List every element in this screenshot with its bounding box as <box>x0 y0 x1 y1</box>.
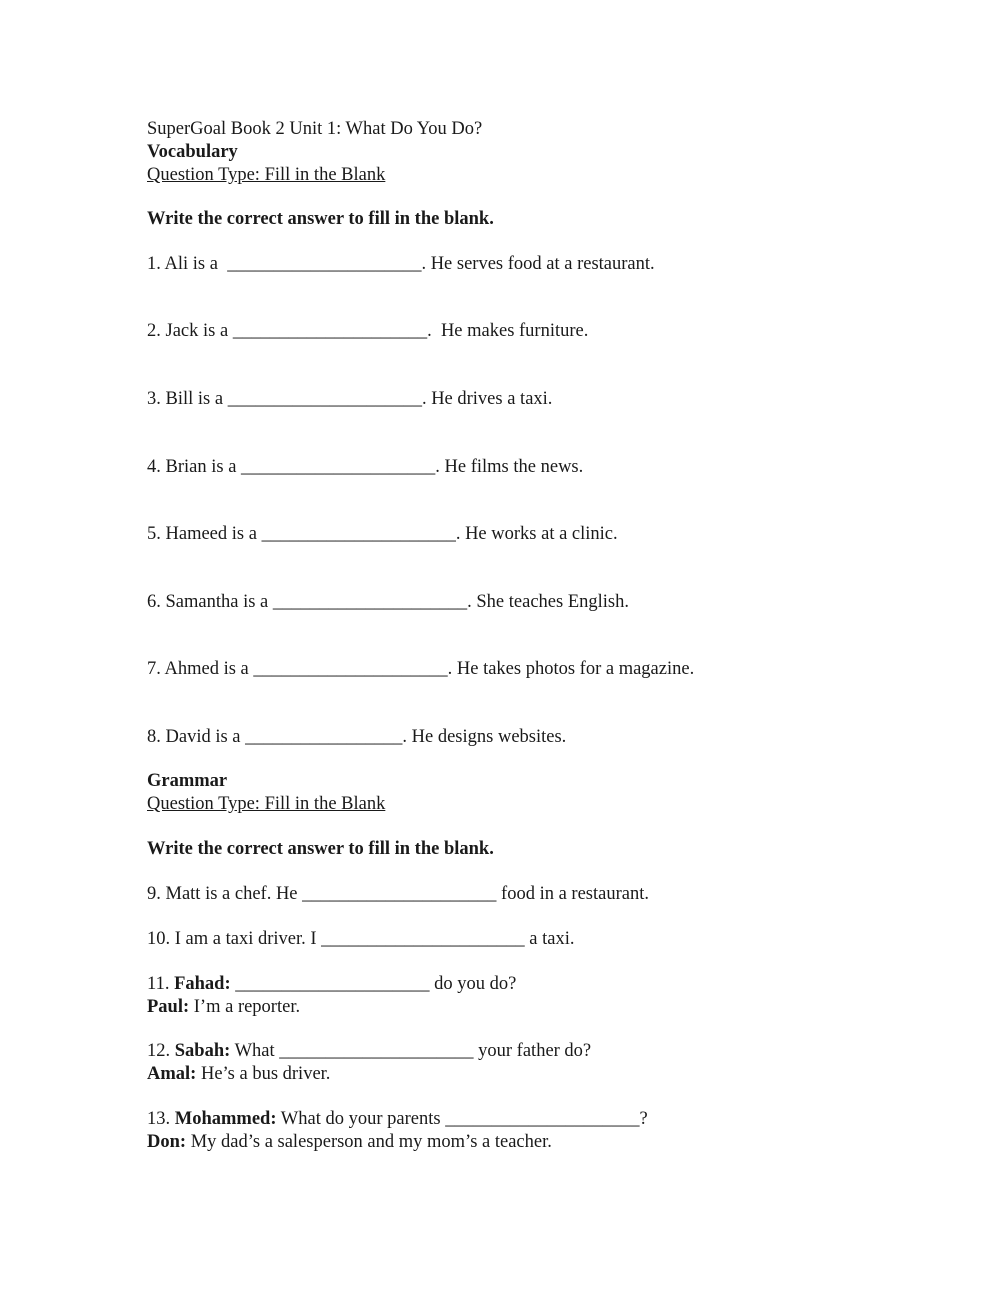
answer-blank[interactable]: _____________________ <box>445 1109 640 1129</box>
question-1: 1. Ali is a _____________________. He serves food at a restaurant. <box>147 254 655 274</box>
question-11: 11. Fahad: _____________________ do you do? <box>147 974 517 994</box>
question-3: 3. Bill is a _____________________. He drives a taxi. <box>147 389 553 409</box>
answer-blank[interactable]: _____________________ <box>241 457 436 477</box>
answer-blank[interactable]: _____________________ <box>261 524 456 544</box>
answer-blank[interactable]: _____________________ <box>302 884 497 904</box>
question-6: 6. Samantha is a _____________________. She teaches English. <box>147 592 629 612</box>
answer-blank[interactable]: _____________________ <box>227 254 422 274</box>
question-11-reply: Paul: I’m a reporter. <box>147 997 301 1017</box>
vocabulary-instruction: Write the correct answer to fill in the blank. <box>147 209 494 229</box>
question-12-reply: Amal: He’s a bus driver. <box>147 1064 331 1084</box>
grammar-instruction: Write the correct answer to fill in the blank. <box>147 839 494 859</box>
worksheet-title: SuperGoal Book 2 Unit 1: What Do You Do? <box>147 119 483 139</box>
question-13: 13. Mohammed: What do your parents _____________________? <box>147 1109 648 1129</box>
answer-blank[interactable]: ______________________ <box>321 929 525 949</box>
answer-blank[interactable]: _____________________ <box>253 659 448 679</box>
vocabulary-heading: Vocabulary <box>147 142 238 162</box>
grammar-heading: Grammar <box>147 771 228 791</box>
grammar-question-type: Question Type: Fill in the Blank <box>147 794 386 814</box>
answer-blank[interactable]: _____________________ <box>227 389 422 409</box>
answer-blank[interactable]: _____________________ <box>232 321 428 341</box>
answer-blank[interactable]: _____________________ <box>272 592 468 612</box>
answer-blank[interactable]: _________________ <box>245 727 403 747</box>
question-2: 2. Jack is a _____________________. He makes furniture. <box>147 321 589 341</box>
question-10: 10. I am a taxi driver. I ______________________ a taxi. <box>147 929 575 949</box>
question-4: 4. Brian is a _____________________. He films the news. <box>147 457 584 477</box>
question-9: 9. Matt is a chef. He _____________________ food in a restaurant. <box>147 884 649 904</box>
answer-blank[interactable]: _____________________ <box>235 974 430 994</box>
answer-blank[interactable]: _____________________ <box>279 1041 474 1061</box>
question-13-reply: Don: My dad’s a salesperson and my mom’s a teacher. <box>147 1132 552 1152</box>
question-8: 8. David is a _________________. He designs websites. <box>147 727 567 747</box>
question-12: 12. Sabah: What _____________________ your father do? <box>147 1041 592 1061</box>
question-5: 5. Hameed is a _____________________. He works at a clinic. <box>147 524 618 544</box>
question-7: 7. Ahmed is a _____________________. He takes photos for a magazine. <box>147 659 695 679</box>
vocabulary-question-type: Question Type: Fill in the Blank <box>147 165 386 185</box>
